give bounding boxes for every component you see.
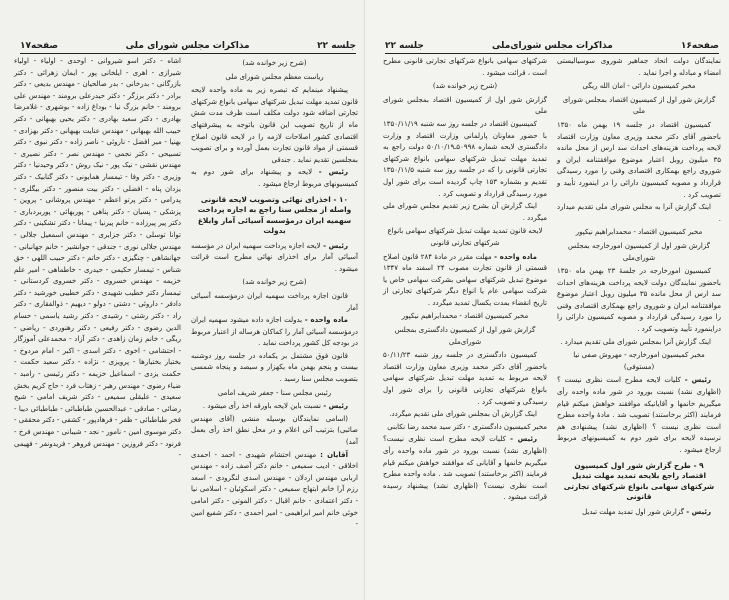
paragraph xyxy=(557,266,721,336)
paragraph xyxy=(557,120,721,201)
body-text: مخبر کمیسیون اقتصاد - محمدابراهیم نیکپور xyxy=(401,312,529,321)
centered-line xyxy=(557,227,721,239)
body-text: مخبر کمیسیون دادگستری - دکتر سید محمد رضا نکابنی xyxy=(387,422,547,431)
body-text: ۹ - طرح گزارش شور اول کمیسیون اقتصاد راجع بلایحه تمدید مهلت تبدیل شرکتهای سهامی بانواع شرکتهای تجارتی قانونی xyxy=(563,460,715,502)
body-text: مخبر کمیسیون دارائی - امان الله ریگی xyxy=(582,82,696,91)
body-text: گزارش شور اول از کمیسیون امورخارجه بمجلس شورای‌ملی xyxy=(568,241,710,262)
body-text: اینک گزارش آن بشرح زیر تقدیم مجلس شورای ملی میگردد . xyxy=(383,202,547,222)
body-text: رئیس مجلس سنا - جعفر شریف امامی xyxy=(217,388,332,397)
body-text: گزارش شور اول از کمیسیون دادگستری بمجلس شورای‌ملی xyxy=(394,326,536,346)
paragraph xyxy=(191,414,358,449)
body-text: نسبت باین لایحه باورقه اخذ رأی میشود . xyxy=(202,402,321,411)
page-columns xyxy=(14,56,358,532)
paragraph xyxy=(557,375,721,456)
session-number: جلسه ۲۲ xyxy=(317,41,356,51)
paragraph xyxy=(557,202,721,225)
body-text: اینک گزارش آن بمجلس شورای ملی تقدیم میگردد. xyxy=(389,410,537,419)
body-text: کمیسیون اقتصاد در جلسه روز سه شنبه ۱۳۵۰/۱۱/۱۹ با حضور معاونان پارلمانی وزارت اقتصاد و وزارت دادگستری لایحه شماره ۵۰۹۹۸ـ۵۰/۱۰/۱۹ دولت راجع به تمدید مهلت تبدیل شرکتهای سهامی بانواع شرکتهای تجارتی قانونی را که در جلسه روز سه شنبه ۱۳۵۰/۱۱/۵ تقدیم و بشماره ۱۵۳ چاپ گردیده است برای شور اول مورد رسیدگی قرارداد و تصویب کرد . xyxy=(383,119,548,198)
paragraph xyxy=(383,350,547,408)
paragraph xyxy=(383,409,547,421)
centered-line xyxy=(557,95,721,118)
body-text: بدولت اجازه داده میشود سهمیه ایران درمؤسسه آسیائی آمار را کماکان هرساله از اعتبار مربوط در بودجه کل کشور پرداخت نماید . xyxy=(191,316,358,348)
paragraph xyxy=(383,119,547,200)
body-text: کلیات لایحه مطرح است نظری نیست ؟ (اظهاری نشد) نسبت بورود در شور ماده واحده رأی میگیریم خانمها و آقایانیکه موافقند خواهش میکنم قیام فرمایند (اکثر برخاستند) تصویب شد . مادهٔ واحده مطرح است نظری نیست ؟ (اظهاری نشد) پیشنهادی هم نرسیده لایحه برای شور دوم به کمیسیونهای مربوط ارجاع میشود . xyxy=(557,376,721,454)
body-text: ۱۰ - اخذرای نهائی وتصویب لایحه قانونی واصله از مجلس سنا راجع به اجازه پرداخت سهمیه ایران درمؤسسه آسیائی آمار وابلاغ بدولت xyxy=(197,194,352,236)
paragraph xyxy=(383,56,547,79)
speaker-label: رئیس - xyxy=(686,507,711,516)
body-text: گزارش شور اول تمدید مهلت تبدیل xyxy=(582,507,684,516)
paragraph xyxy=(191,315,358,350)
paragraph xyxy=(383,252,547,310)
page-16 xyxy=(364,0,729,600)
text-column-right xyxy=(557,56,721,519)
body-text: لایحه و پیشنهاد برای شور دوم به کمیسیونهای مربوط ارجاع میشود . xyxy=(191,168,358,188)
centered-line xyxy=(557,81,721,93)
text-column-left xyxy=(383,56,547,519)
body-text: (اسامی نمایندگان بوسیله منشی (آقای مهندس صائبی) بترتیب آتی اعلام و در محل نطق اخذ رأی بعمل آمد) xyxy=(191,414,358,447)
page-17 xyxy=(0,0,364,600)
body-text: (شرح زیر خوانده شد) xyxy=(242,59,307,67)
body-text: پیشنهاد مینمایم که تبصره زیر به ماده واحده لایحه قانون تمدید مهلت تبدیل شرکتهای سهامی بانواع شرکتهای تجارتی اضافه شود دولت مکلف است ظرف مدت شش ماه از تاریخ تصویب این قانون باتوجه به پیشرفتهای اقتصادی کشور اصلاحات لازمه را در لایحه قانون اصلاح قسمتی از مواد قانون تجارت بعمل آورده و برای تصویب بمجلسین تقدیم نماید . جندقی xyxy=(191,86,358,164)
page-number: صفحه۱۷ xyxy=(20,41,59,51)
body-text: ریاست معظم مجلس شورای ملی xyxy=(225,72,324,81)
running-title: مذاکرات مجلس شورای‌ملی xyxy=(491,41,613,51)
speaker-label: ماده واحده - xyxy=(304,316,349,325)
paragraph xyxy=(557,337,721,349)
paragraph xyxy=(383,201,547,224)
centered-line xyxy=(191,388,358,400)
speaker-label: رئیس - xyxy=(510,435,537,444)
body-text: کمیسیون دادگستری در جلسه روز شنبه ۵۰/۱۱/۲۳ باحضور آقای دکتر محمد وزیری معاون وزارت اقتصاد لایحه مربوط به تمدید مهلت تبدیل شرکتهای سهامی بانواع شرکتهای تجارتی قانونی را برای شور اول رسیدگی و تصویب کرد . xyxy=(383,351,547,406)
body-text: لایحه قانون تمدید مهلت تبدیل شرکتهای سهامی بانواع شرکتهای تجارتی قانونی xyxy=(387,227,543,247)
paragraph xyxy=(191,85,358,166)
centered-line xyxy=(557,350,721,373)
page-number: صفحه۱۶ xyxy=(680,41,719,51)
speaker-label: ماده واحده - xyxy=(494,252,538,261)
paragraph xyxy=(557,507,721,519)
paragraph xyxy=(191,450,358,531)
body-text: گزارش شور اول از کمیسیون اقتصاد بمجلس شورای ملی xyxy=(562,95,716,116)
paragraph xyxy=(191,351,358,386)
speaker-label: رئیس - xyxy=(318,168,348,177)
body-text: (شرح زیر خوانده شد) xyxy=(242,278,307,287)
body-text: کمیسیون امورخارجه در جلسهٔ ۲۳ بهمن ماه ۱۳۵۰ باحضور نمایندگان دولت لایحه پرداخت هزینه‌های احداث سد ارس از محل مانده ۳۵ میلیون روبل اعتبار موضوع موافقتنامه ایران و شوروی راجع بهمکاری اقتصادی وفنی را مورد رسیدگی قرارداد و مصوبه کمیسیون دارائی را دراینمورد تأیید وتصویب کرد . xyxy=(557,267,722,334)
body-text: گزارش شور اول از کمیسیون اقتصاد بمجلس شورای ملی xyxy=(383,95,547,116)
page-header xyxy=(20,39,356,54)
section-heading xyxy=(195,195,354,237)
paragraph xyxy=(557,56,721,79)
page-columns xyxy=(383,56,721,519)
running-title: مذاکرات مجلس شورای ملی xyxy=(125,41,250,51)
body-text: کمیسیون اقتصاد در جلسه ۱۹ بهمن ماه ۱۳۵۰ باحضور آقای دکتر محمد وزیری معاون وزارت اقتصاد لایحه پرداخت هزینه‌های احداث سد ارس از محل مانده ۳۵ میلیون روبل اعتبار موضوع موافقتنامه ایران و شوروی راجع بهمکاری اقتصادی وفنی را مورد رسیدگی قرارداد و مصوبه کمیسیون دارائی را در اینمورد تأیید و تصویب کرد . xyxy=(557,120,721,199)
speaker-label: رئیس - xyxy=(684,376,711,385)
body-text: مخبر کمیسیون امورخارجه - مهروش صفی نیا (مستوفی) xyxy=(573,351,705,371)
body-text: (شرح زیر خوانده شد) xyxy=(432,82,498,91)
paragraph xyxy=(383,434,547,504)
paragraph xyxy=(191,291,358,314)
speaker-label: آقایان : xyxy=(320,450,348,459)
body-text: مخبر کمیسیون اقتصاد - محمدابراهیم نیکپور xyxy=(575,228,703,237)
speaker-label: رئیس - xyxy=(323,402,348,411)
centered-line xyxy=(383,226,547,249)
page-header xyxy=(385,39,719,54)
body-text: اینک گزارش آنرا به مجلس شورای ملی تقدیم میدارد . xyxy=(557,203,721,223)
session-number: جلسه ۲۲ xyxy=(385,41,424,51)
paragraph xyxy=(191,401,358,413)
body-text: مهلت مقرر در مادهٔ ۲۸۴ قانون اصلاح قسمتی از قانون تجارت مصوب ۲۴ اسفند ماه ۱۳۴۷ موضوع تبدیل شرکتهای سهامی بشرکت سهامی خاص یا شرکت سهامی عام یا انواع دیگر شرکتهای تجارتی از تاریخ انقضاء بمدت یکسال تمدید میگردد . xyxy=(383,252,547,307)
text-column-right xyxy=(191,56,358,532)
centered-line xyxy=(191,58,358,70)
body-text: کلیات لایحه مطرح است نظری نیست؟ (اظهاری نشد) نسبت بورود در شور ماده واحده رأی میگیریم خانمها و آقایانی که موافقند خواهش میکنم قیام فرمایند (اکثر برخاستند) تصویب شد . ماده واحده مطرح است نظری نیست؟ (اظهاری نشد) پیشنهاد رسیده قرائت میشود . xyxy=(383,435,547,502)
paragraph xyxy=(14,56,181,462)
paragraph xyxy=(191,241,358,276)
centered-line xyxy=(557,241,721,264)
body-text: اینک گزارش آنرا بمجلس شورای ملی تقدیم میدارد . xyxy=(560,337,711,346)
centered-line xyxy=(191,72,358,84)
centered-line xyxy=(383,81,547,93)
body-text: شرکتهای سهامی بانواع شرکتهای تجارتی قانونی مطرح است ، قرائت میشود . xyxy=(383,57,547,77)
speaker-label: رئیس - xyxy=(323,241,348,250)
body-text: لایحه اجازه پرداخت سهمیه ایران در مؤسسه آسیائی آمار برای اخذرای نهائی مطرح است قرائت میشود . xyxy=(191,241,358,273)
section-heading xyxy=(561,461,717,503)
body-text: نمایندگان دولت اتحاد جماهیر شوروی سوسیالیستی امضاء و مبادله و اجرا نماید . xyxy=(557,57,721,77)
body-text: مهندس احتشام شهیدی - احمد - احمدی اخلاقی - ادیب سمیعی - خانم دکتر آصف زاده - مهندس اربابی مهندس اردلان - مهندس اسدی لنگرودی - اسعد رزم آرا خانم ابتهاج سمیعی - دکتر اسکوئیان - اسلامی نیا - دکتر اعتمادی - خانم اقبال - دکتر الموتی - دکتر امامی خوئی خانم امیر ابراهیمی - امیر احمدی - دکتر شفیع امین - xyxy=(191,450,358,529)
paragraph xyxy=(191,167,358,190)
paragraph xyxy=(383,95,547,118)
body-text: قانون اجازه پرداخت سهمیه ایران درمؤسسه آسیائی آمار xyxy=(191,291,358,312)
centered-line xyxy=(191,277,358,289)
body-text: اشاه - دکتر اسو شیروانی - اوحدی - اولیاء - اولیاء شیرازی - اهری - ایلخانی پور - ایمان زهرائی - دکتر بازرگانی - بدرخانی - بدر صالحیان - مهندس بدیعی - دکتر برادر - دکتر برزگر - دکتر حیدرعلی برومند - مهندس علی برومند - خانم بزرگ نیا - بوداغ زاده - بوشهری - غلامرضا بهادری - دکتر سعید بهادری - دکتر یحیی بهبهانی - دکتر حبیب الله بهبهانی - مهندس عنایت بهبهانی - دکتر بهزادی - بهنیا - میر افضل - ناروئی - ناصر زاده - دکتر نبوی - دکتر تسبیحی - دکتر نجمی - مهندس نصر - دکتر نصیری - مهندس نقشی - نیک پور - نیک روش - دکتر وحیدنیا - دکتر وزیری - دکتر وفا - تیمسار همایونی - دکتر گنابیک - دکتر یزدان پناه - افضلی - دکتر بیت منصور - دکتر بیگلری - پدرامی - دکتر پرتو اعظم - مهندس پروشانی - پروین - پزشکی - پسیان - دکتر پناهی - پوربهائی - پوربردباری - دکتر پیر پیرزاده - خانم پیرنیا - پیمانا - دکتر تشکینی - دکتر توانا توسلی - دکتر جزایری - مهندس اسمعیل جلالی - مهندس جلالی نوری - جندقی - جوانشیر - خانم جهانبانی - جهانشاهی - چنگیزی - دکتر حاتم - دکتر حبیب اللهی - حق شناس - تیمسار حکیمی - حیدری - خاطماهی - امیر علم خزیمه - مهندس خسروی - دکتر خسروی کردستانی - تیمسار دکتر خطیب شهیدی - دکتر خطیبی خورشید - دکتر دادفر - داروئی - دشتی - دولو - دیهیم - ذوالفقاری - دکتر راد - دکتر رشتی - رشیدی - دکتر رشید یاسمی - حسام الدین رضوی - دکتر رفیعی - دکتر رهنوردی - ریاضی - ریگی - خانم زمان زاهدی - دکتر آزاد - محمدعلی آموزگار - احتشامی - اخوی - دکتر اسدی - اکبر - امام مردوخ - بختیار بختیارها - پرویزی - نژاده - دکتر سعید حکمت - حکمت یزدی - اسماعیل خزیمه - دکتر رئیسی - رامبد - ضیاء رضوی - مهندس رهبر - زهتاب فرد - حاج کریم بخش سعیدی - علیقلی سمیعی - دکتر شریف امامی - شیخ رضائی - صادقی - عبدالحسین طباطبائی - طباطبائی دیبا - فخر طباطبائی - ظفر - فرهادپور - کشفی - دکتر محققی - دکتر موسوی امین - نامور - نجد - شیبانی - مهندس فرخ - فرنود - دکتر فروزین - مهندس فروهر - فریدونفر - فهیمی - xyxy=(14,57,181,460)
body-text: قانون فوق مشتمل بر یکماده در جلسه روز دوشنبه بیست و پنجم بهمن ماه یکهزار و سیصد و پنجاه شمسی بتصویب مجلس سنا رسید . xyxy=(191,351,358,384)
centered-line xyxy=(383,325,547,348)
centered-line xyxy=(383,311,547,323)
text-column-left xyxy=(14,56,181,532)
paragraph xyxy=(383,422,547,434)
